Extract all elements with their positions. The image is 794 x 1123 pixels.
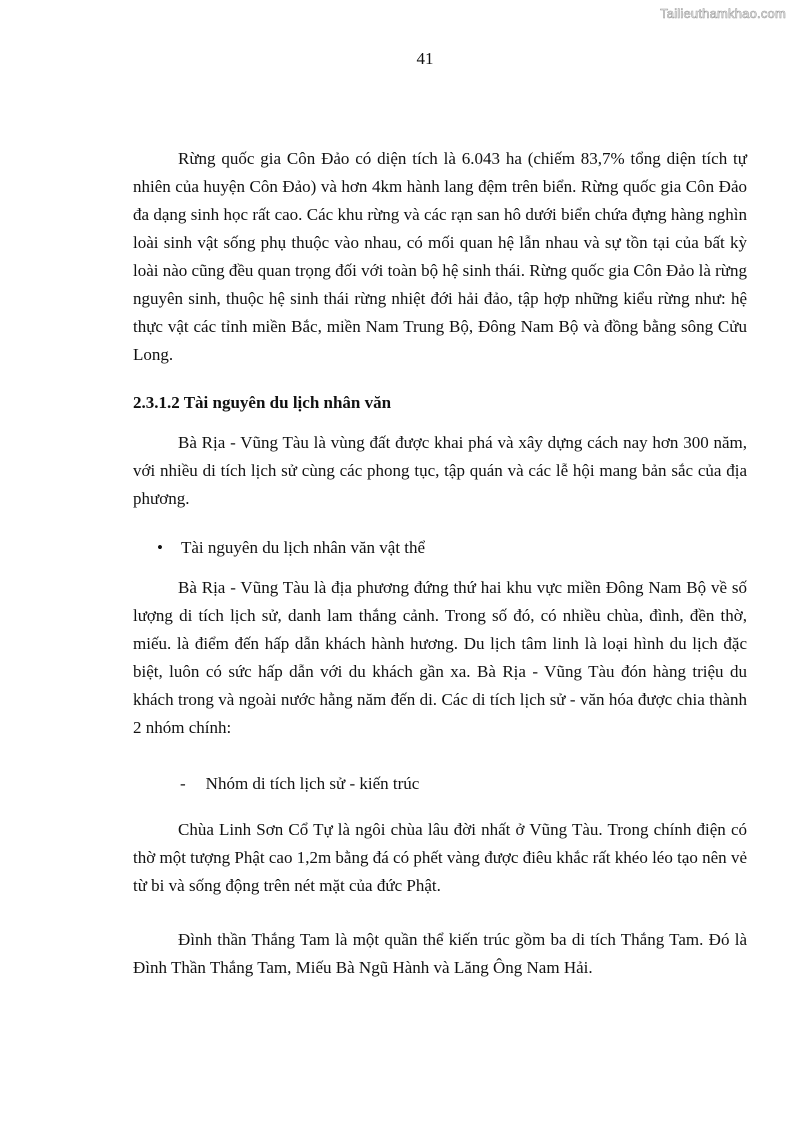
bullet-text: Tài nguyên du lịch nhân văn vật thể (181, 538, 426, 557)
paragraph-linh-son-pagoda: Chùa Linh Sơn Cổ Tự là ngôi chùa lâu đời nhất ở Vũng Tàu. Trong chính điện có thờ một tượng Phật cao 1,2m bằng đá có phết vàng được điêu khắc rất khéo léo tạo nên vẻ từ bi và sống động trên nét mặt của đức Phật. (133, 820, 747, 895)
paragraph-intro: Bà Rịa - Vũng Tàu là vùng đất được khai phá và xây dựng cách nay hơn 300 năm, với nhiều di tích lịch sử cùng các phong tục, tập quán và các lễ hội mang bản sắc của địa phương. (133, 433, 747, 508)
watermark: Tailieuthamkhao.com (660, 6, 786, 21)
dash-text: Nhóm di tích lịch sử - kiến trúc (205, 774, 420, 793)
paragraph-heritage: Bà Rịa - Vũng Tàu là địa phương đứng thứ hai khu vực miền Đông Nam Bộ về số lượng di tích lịch sử, danh lam thắng cảnh. Trong số đó, có nhiều chùa, đình, đền thờ, miếu. là điểm đến hấp dẫn khách hành hương. Du lịch tâm linh là loại hình du lịch đặc biệt, luôn có sức hấp dẫn với du khách gần xa. Bà Rịa - Vũng Tàu đón hàng triệu du khách trong và ngoài nước hằng năm đến di. Các di tích lịch sử - văn hóa được chia thành 2 nhóm chính: (133, 578, 747, 737)
paragraph-thang-tam-temple: Đình thần Thắng Tam là một quần thể kiến trúc gồm ba di tích Thắng Tam. Đó là Đình Thần Thắng Tam, Miếu Bà Ngũ Hành và Lăng Ông Nam Hải. (133, 930, 747, 977)
bullet-icon: • (157, 538, 163, 557)
section-heading: 2.3.1.2 Tài nguyên du lịch nhân văn (133, 393, 392, 412)
page-number: 41 (416, 49, 434, 68)
paragraph-con-dao-forest: Rừng quốc gia Côn Đảo có diện tích là 6.043 ha (chiếm 83,7% tổng diện tích tự nhiên của huyện Côn Đảo) và hơn 4km hành lang đệm trên biển. Rừng quốc gia Côn Đảo đa dạng sinh học rất cao. Các khu rừng và các rạn san hô dưới biển chứa đựng hàng nghìn loài sinh vật sống phụ thuộc vào nhau, có mối quan hệ lẫn nhau và sự tồn tại của bất kỳ loài nào cũng đều quan trọng đối với toàn bộ hệ sinh thái. Rừng quốc gia Côn Đảo là rừng nguyên sinh, thuộc hệ sinh thái rừng nhiệt đới hải đảo, tập hợp những kiểu rừng như: hệ thực vật các tỉnh miền Bắc, miền Nam Trung Bộ, Đông Nam Bộ và đồng bằng sông Cửu Long. (133, 149, 747, 364)
dash-item (180, 770, 419, 798)
dash-icon: - (180, 774, 186, 793)
